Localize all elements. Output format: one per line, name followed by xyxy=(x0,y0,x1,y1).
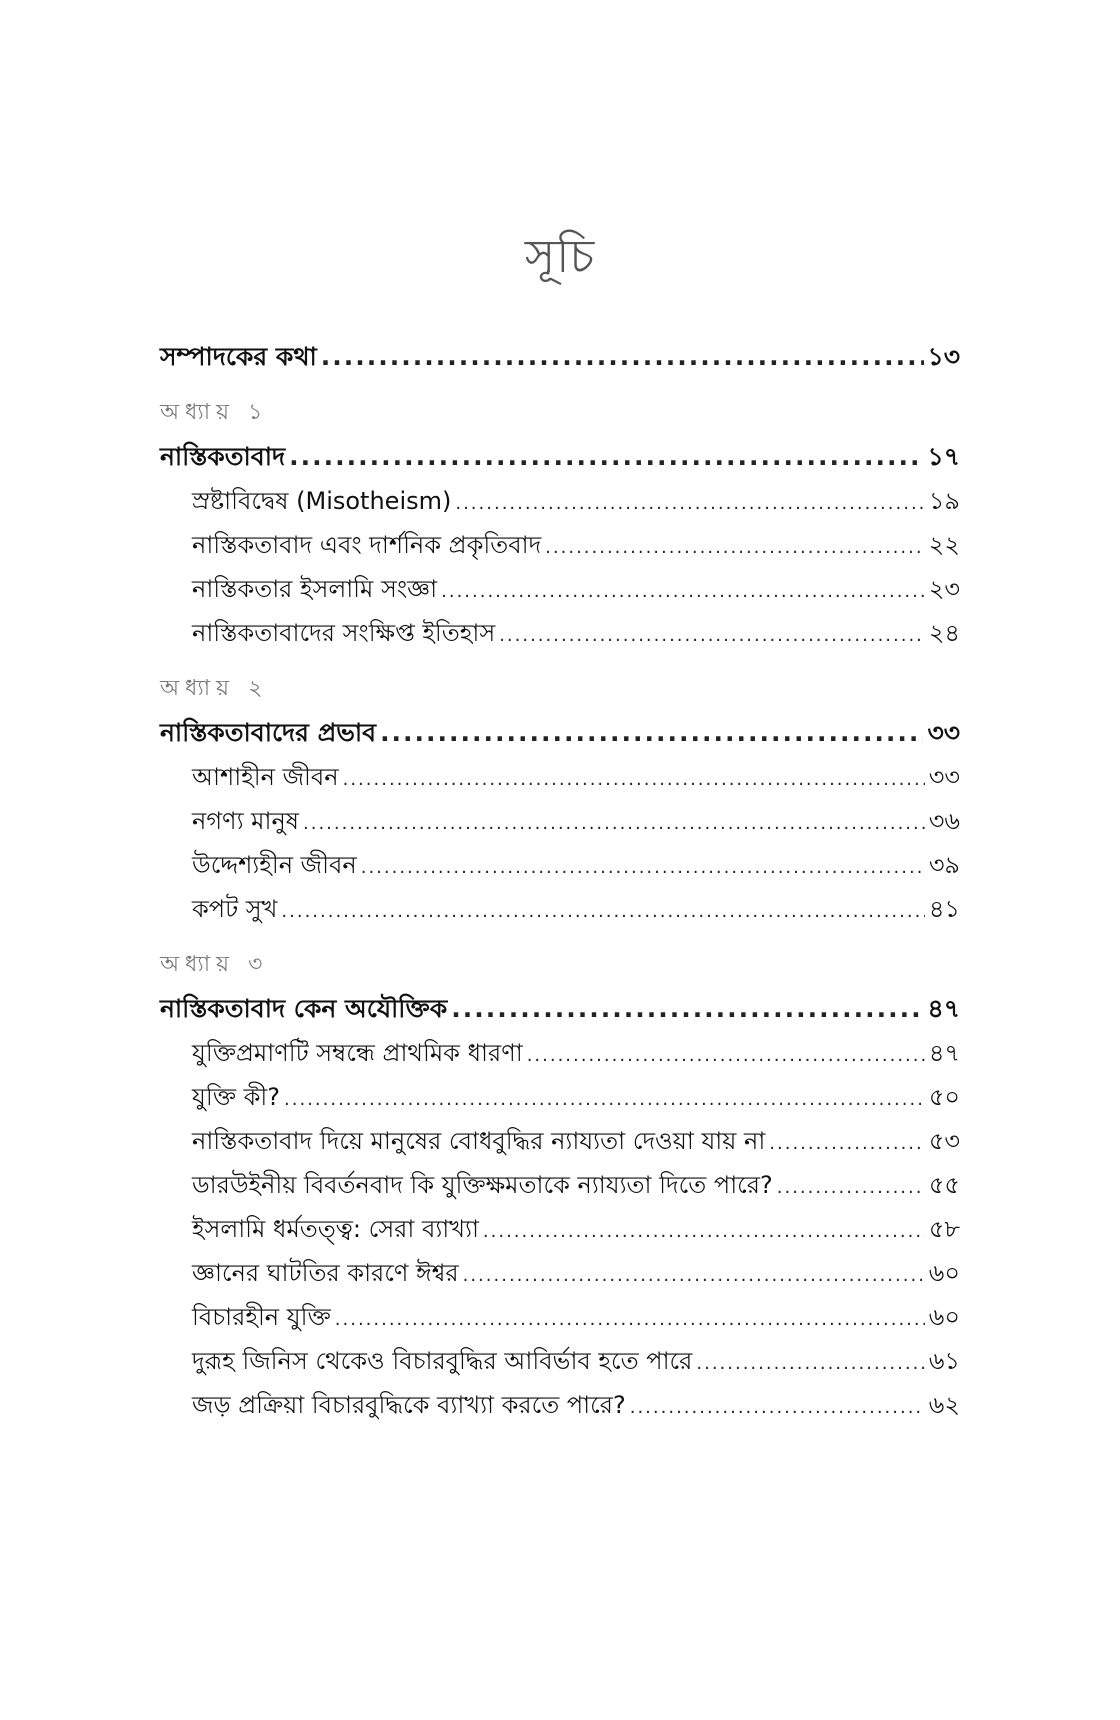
toc-entry xyxy=(160,567,960,611)
toc-entry-label: যুক্তিপ্রমাণটি সম্বন্ধে প্রাথমিক ধারণা xyxy=(192,1039,523,1067)
dot-leader xyxy=(777,1166,925,1210)
toc-page-number: ১৯ xyxy=(928,487,960,515)
dot-leader xyxy=(441,570,925,614)
toc-entry-label: উদ্দেশ্যহীন জীবন xyxy=(192,851,357,879)
toc-entry xyxy=(160,1339,960,1383)
dot-leader xyxy=(545,526,925,570)
toc-entry xyxy=(160,523,960,567)
toc-entry-label: আশাহীন জীবন xyxy=(192,763,339,791)
toc-entry-label: নাস্তিকতার ইসলামি সংজ্ঞা xyxy=(192,575,438,603)
dot-leader xyxy=(321,335,924,379)
dot-leader xyxy=(455,482,924,526)
chapter-label-3: অধ্যায় ৩ xyxy=(160,952,269,977)
toc-entry xyxy=(160,1075,960,1119)
toc-entry-label: ইসলামি ধর্মতত্ত্ব: সেরা ব্যাখ্যা xyxy=(192,1215,479,1243)
dot-leader xyxy=(380,711,923,755)
toc-entry-label: নাস্তিকতাবাদ এবং দার্শনিক প্রকৃতিবাদ xyxy=(192,531,542,559)
toc-entry xyxy=(160,1163,960,1207)
toc-entry xyxy=(160,843,960,887)
dot-leader xyxy=(769,1122,925,1166)
dot-leader xyxy=(361,846,925,890)
dot-leader xyxy=(303,802,925,846)
toc-entry xyxy=(160,1295,960,1339)
toc-page-number: ২৪ xyxy=(928,619,960,647)
toc-entry-label: নাস্তিকতাবাদ দিয়ে মানুষের বোধবুদ্ধির ন্যায্যতা দেওয়া যায় না xyxy=(192,1127,766,1155)
toc-entry-label: জ্ঞানের ঘাটতির কারণে ঈশ্বর xyxy=(192,1259,459,1287)
toc-page-number: ৩৬ xyxy=(928,807,960,835)
toc-page-number: ৩৩ xyxy=(927,718,960,747)
dot-leader xyxy=(335,1298,925,1342)
dot-leader xyxy=(451,987,923,1031)
toc-entry-label: বিচারহীন যুক্তি xyxy=(192,1303,331,1331)
toc-entry-label: নাস্তিকতাবাদ কেন অযৌক্তিক xyxy=(160,994,448,1023)
dot-leader xyxy=(483,1210,925,1254)
toc-page-number: ৪১ xyxy=(928,895,960,923)
dot-leader xyxy=(289,435,923,479)
toc-entry-label: স্রষ্টাবিদ্বেষ (Misotheism) xyxy=(192,487,452,515)
chapter-label-2: অধ্যায় ২ xyxy=(160,676,269,701)
dot-leader xyxy=(527,1034,925,1078)
dot-leader xyxy=(499,614,925,658)
toc-entry-label: নাস্তিকতাবাদের প্রভাব xyxy=(160,718,377,747)
toc-page-number: ৩৩ xyxy=(928,763,960,791)
toc-entry xyxy=(160,1031,960,1075)
toc-entry xyxy=(160,611,960,655)
dot-leader xyxy=(696,1342,924,1386)
toc-page-number: ১৭ xyxy=(927,442,960,471)
toc-page-number: ১৩ xyxy=(927,342,960,371)
toc-entry-label: সম্পাদকের কথা xyxy=(160,342,317,371)
page-title: সূচি xyxy=(524,229,596,283)
toc-entry-label: নগণ্য মানুষ xyxy=(192,807,299,835)
toc-page-number: ৬১ xyxy=(928,1347,960,1375)
toc-entry-label: নাস্তিকতাবাদ xyxy=(160,442,286,471)
toc-page-number: ২২ xyxy=(928,531,960,559)
toc-entry-label: কপট সুখ xyxy=(192,895,278,923)
toc-page-number: ৩৯ xyxy=(928,851,960,879)
toc-entry-label: যুক্তি কী? xyxy=(192,1083,281,1111)
toc-page-number: ৬০ xyxy=(928,1259,960,1287)
dot-leader xyxy=(284,1078,925,1122)
toc-page-number: ৬০ xyxy=(928,1303,960,1331)
toc-page-number: ২৩ xyxy=(928,575,960,603)
chapter-label-1: অধ্যায় ১ xyxy=(160,400,269,425)
chapter-heading-3 xyxy=(160,987,960,1031)
toc-page-number: ৫০ xyxy=(928,1083,960,1111)
toc-entry xyxy=(160,799,960,843)
toc-page-number: ৫৮ xyxy=(928,1215,960,1243)
chapter-heading-1 xyxy=(160,435,960,479)
dot-leader xyxy=(630,1386,925,1430)
toc-entry-editor-note xyxy=(160,335,960,379)
toc-entry xyxy=(160,887,960,931)
toc-entry-label: ডারউইনীয় বিবর্তনবাদ কি যুক্তিক্ষমতাকে ন্যায্যতা দিতে পারে? xyxy=(192,1171,773,1199)
toc-entry xyxy=(160,1251,960,1295)
toc-entry-label: নাস্তিকতাবাদের সংক্ষিপ্ত ইতিহাস xyxy=(192,619,496,647)
toc-entry xyxy=(160,479,960,523)
toc-page-number: ৪৭ xyxy=(927,994,960,1023)
toc-entry-label: দুরূহ জিনিস থেকেও বিচারবুদ্ধির আবির্ভাব হতে পারে xyxy=(192,1347,693,1375)
toc-entry-label: জড় প্রক্রিয়া বিচারবুদ্ধিকে ব্যাখ্যা করতে পারে? xyxy=(192,1391,626,1419)
toc-page-number: ৬২ xyxy=(928,1391,960,1419)
toc-entry xyxy=(160,755,960,799)
dot-leader xyxy=(463,1254,925,1298)
toc-entry xyxy=(160,1119,960,1163)
toc-entry xyxy=(160,1383,960,1427)
toc-page-number: ৫৩ xyxy=(928,1127,960,1155)
toc-page-number: ৫৫ xyxy=(928,1171,960,1199)
toc-page-number: ৪৭ xyxy=(928,1039,960,1067)
chapter-heading-2 xyxy=(160,711,960,755)
table-of-contents xyxy=(160,335,960,1427)
dot-leader xyxy=(281,890,924,934)
dot-leader xyxy=(343,758,925,802)
toc-entry xyxy=(160,1207,960,1251)
